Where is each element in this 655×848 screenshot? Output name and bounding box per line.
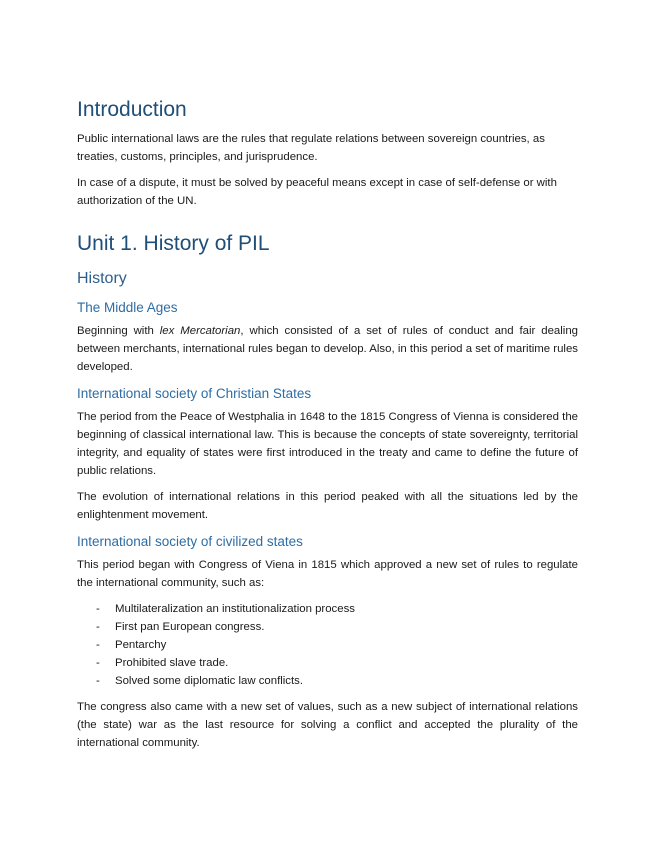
heading-civilized-states: International society of civilized states (77, 534, 303, 549)
civilized-states-paragraph-2: The congress also came with a new set of values, such as a new subject of international relations (the state) war as the last resource for solving a conflict and accepted the plurality of the international community. (77, 701, 578, 749)
list-item: - Prohibited slave trade. (77, 654, 578, 672)
lex-mercatorian-term: lex Mercatorian (159, 325, 241, 337)
list-item: - Pentarchy (77, 636, 578, 654)
middle-ages-paragraph (77, 322, 578, 376)
dash-bullet: - (96, 621, 100, 633)
christian-states-paragraph-1: The period from the Peace of Westphalia in 1648 to the 1815 Congress of Vienna is considered the beginning of classical international law. This is because the concepts of state sovereignty, territorial integrity, and equality of states were first introduced in the treaty and came to define the future of public relations. (77, 411, 578, 477)
intro-paragraph-2: In case of a dispute, it must be solved by peaceful means except in case of self-defense or with authorization of the UN. (77, 177, 557, 207)
middle-ages-text-end: , which consisted of a set of rules of conduct and fair dealing between merchants, international rules began to develop. Also, in this period a set of maritime rules developed. (77, 325, 578, 373)
heading-middle-ages: The Middle Ages (77, 300, 178, 315)
list-item: - Multilateralization an institutionalization process (77, 600, 578, 618)
heading-history: History (77, 270, 127, 287)
intro-paragraph-1: Public international laws are the rules that regulate relations between sovereign countries, as treaties, customs, principles, and jurisprudence. (77, 133, 545, 163)
dash-bullet: - (96, 675, 100, 687)
christian-states-paragraph-2: The evolution of international relations in this period peaked with all the situations led by the enlightenment movement. (77, 491, 578, 521)
middle-ages-text-start: Beginning with (77, 325, 160, 337)
heading-unit-1: Unit 1. History of PIL (77, 232, 270, 255)
list-item: - First pan European congress. (77, 618, 578, 636)
list-item: - Solved some diplomatic law conflicts. (77, 672, 578, 690)
rules-list (77, 600, 578, 690)
heading-christian-states: International society of Christian States (77, 386, 312, 401)
heading-introduction: Introduction (77, 98, 187, 121)
dash-bullet: - (96, 603, 100, 615)
dash-bullet: - (96, 639, 100, 651)
civilized-states-paragraph-1: This period began with Congress of Viena in 1815 which approved a new set of rules to regulate the international community, such as: (77, 559, 578, 589)
document-page (77, 96, 578, 760)
dash-bullet: - (96, 657, 100, 669)
